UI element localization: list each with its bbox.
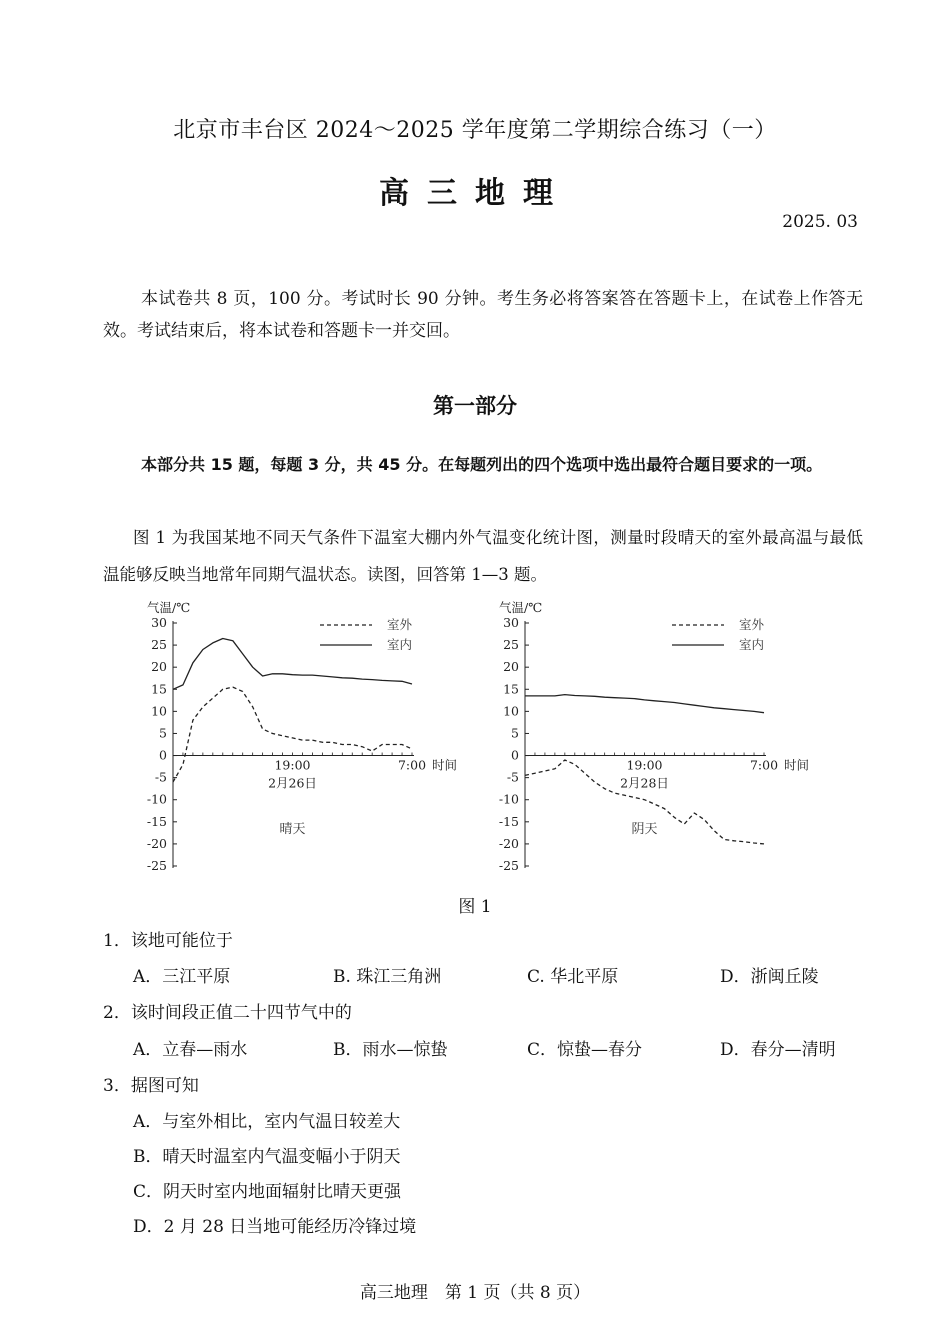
y-tick-label: 20 (151, 659, 167, 675)
question-number: 2． (103, 1003, 131, 1023)
x-tick-label: 19:00 (626, 757, 663, 773)
series-line-indoor (173, 639, 412, 690)
y-tick-label: -20 (146, 835, 167, 851)
option-2a[interactable]: A．立春—雨水 (133, 1040, 248, 1060)
legend-label: 室外 (739, 617, 765, 632)
chart-cloudy (482, 596, 827, 885)
date-label: 2月26日 (268, 775, 317, 791)
figure-caption: 图 1 (458, 897, 492, 917)
part-description: 本部分共 15 题，每题 3 分，共 45 分。在每题列出的四个选项中选出最符合题目要求的一项。 (141, 455, 823, 474)
y-tick-label: 10 (151, 703, 167, 719)
option-1a[interactable]: A．三江平原 (133, 967, 231, 987)
question-number: 1． (103, 931, 131, 951)
y-tick-label: 30 (151, 615, 167, 630)
series-line-indoor (525, 695, 764, 713)
legend-label: 室内 (739, 637, 765, 652)
option-2b[interactable]: B．雨水—惊蛰 (333, 1040, 448, 1060)
x-axis-label: 时间 (432, 757, 458, 773)
page-footer: 高三地理 第 1 页（共 8 页） (359, 1283, 591, 1303)
y-axis-label: 气温/℃ (147, 600, 191, 615)
question-1 (103, 926, 233, 951)
chart-svg (130, 596, 475, 881)
y-tick-label: 0 (159, 747, 167, 763)
part-title: 第一部分 (433, 394, 517, 418)
x-tick-label: 7:00 (397, 757, 427, 773)
question-stem: 该地可能位于 (130, 931, 233, 951)
option-3b[interactable]: B．晴天时温室内气温变幅小于阴天 (133, 1147, 401, 1167)
question-2 (103, 998, 352, 1023)
question-stem: 该时间段正值二十四节气中的 (130, 1003, 352, 1023)
y-tick-label: 15 (503, 681, 519, 697)
date-label: 2月28日 (620, 775, 669, 791)
legend-label: 室内 (387, 637, 413, 652)
option-3d[interactable]: D．2 月 28 日当地可能经历冷锋过境 (133, 1217, 417, 1237)
question-intro: 图 1 为我国某地不同天气条件下温室大棚内外气温变化统计图，测量时段晴天的室外最高温与最低温能够反映当地常年同期气温状态。读图，回答第 1—3 题。 (103, 528, 863, 584)
y-tick-label: 15 (151, 681, 167, 697)
weather-label: 阴天 (631, 821, 658, 837)
option-1c[interactable]: C. 华北平原 (527, 967, 619, 987)
y-tick-label: 25 (503, 637, 519, 653)
y-tick-label: 5 (511, 725, 519, 741)
y-tick-label: 5 (159, 725, 167, 741)
x-axis-label: 时间 (784, 757, 810, 773)
x-tick-label: 7:00 (749, 757, 779, 773)
y-tick-label: -5 (154, 769, 167, 785)
option-3c[interactable]: C．阴天时室内地面辐射比晴天更强 (133, 1182, 402, 1202)
y-tick-label: -25 (146, 858, 167, 873)
y-tick-label: -15 (498, 813, 519, 829)
y-tick-label: -5 (506, 769, 519, 785)
option-2c[interactable]: C．惊蛰—春分 (527, 1040, 643, 1060)
option-2d[interactable]: D．春分—清明 (720, 1040, 836, 1060)
y-tick-label: -20 (498, 835, 519, 851)
question-number: 3． (103, 1076, 131, 1096)
exam-instructions: 本试卷共 8 页，100 分。考试时长 90 分钟。考生务必将答案答在答题卡上，在试卷上作答无效。考试结束后，将本试卷和答题卡一并交回。 (103, 289, 863, 341)
y-tick-label: -25 (498, 858, 519, 873)
y-tick-label: 0 (511, 747, 519, 763)
y-tick-label: -10 (498, 791, 519, 807)
question-3 (103, 1071, 199, 1096)
exam-title: 北京市丰台区 2024～2025 学年度第二学期综合练习（一） (173, 118, 777, 143)
subject-title: 高三地理 (379, 176, 571, 211)
weather-label: 晴天 (279, 821, 306, 837)
chart-svg (482, 596, 827, 881)
question-stem: 据图可知 (130, 1076, 199, 1096)
option-1d[interactable]: D．浙闽丘陵 (720, 967, 819, 987)
y-tick-label: 10 (503, 703, 519, 719)
y-tick-label: -10 (146, 791, 167, 807)
y-tick-label: 25 (151, 637, 167, 653)
option-1b[interactable]: B. 珠江三角洲 (333, 967, 442, 987)
option-3a[interactable]: A．与室外相比，室内气温日较差大 (133, 1112, 401, 1132)
chart-sunny (130, 596, 475, 885)
y-tick-label: 30 (503, 615, 519, 630)
y-tick-label: -15 (146, 813, 167, 829)
y-tick-label: 20 (503, 659, 519, 675)
x-tick-label: 19:00 (274, 757, 311, 773)
legend-label: 室外 (387, 617, 413, 632)
y-axis-label: 气温/℃ (499, 600, 543, 615)
exam-date: 2025. 03 (782, 212, 858, 232)
